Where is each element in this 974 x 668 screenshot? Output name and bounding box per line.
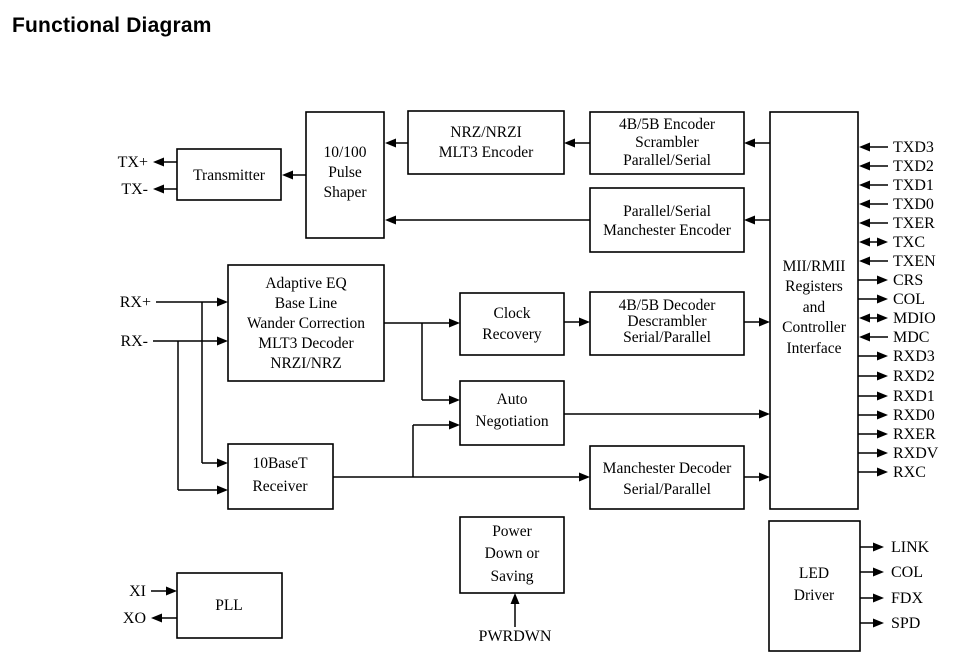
arrow-left-icon	[859, 314, 870, 323]
arrow-left-icon	[859, 143, 870, 152]
svg-text:RXD1: RXD1	[893, 388, 935, 405]
arrow-left-icon	[744, 216, 755, 225]
signal-rx-plus	[120, 294, 228, 468]
svg-text:10BaseT: 10BaseT	[252, 455, 308, 472]
arrow-right-icon	[217, 459, 228, 468]
signal-rx-minus	[120, 333, 228, 495]
svg-text:RXDV: RXDV	[893, 445, 939, 462]
svg-text:TXD2: TXD2	[893, 158, 934, 175]
svg-text:NRZ/NRZI: NRZ/NRZI	[450, 124, 522, 141]
svg-text:RXER: RXER	[893, 426, 936, 443]
pin-txd0	[859, 196, 934, 213]
arrow-left-icon	[859, 162, 870, 171]
pin-link	[860, 539, 930, 556]
svg-text:10/100: 10/100	[323, 144, 367, 161]
pin-rxd3	[858, 348, 935, 365]
svg-text:CRS: CRS	[893, 272, 924, 289]
svg-text:Wander Correction: Wander Correction	[247, 315, 365, 332]
svg-text:Manchester Encoder: Manchester Encoder	[603, 222, 731, 239]
svg-text:LED: LED	[798, 565, 830, 582]
arrow-right-icon	[877, 392, 888, 401]
arrow-right-icon	[873, 568, 884, 577]
pin-spd	[860, 615, 920, 632]
svg-text:TX+: TX+	[117, 154, 148, 171]
svg-text:Recovery: Recovery	[482, 326, 542, 343]
page-title: Functional Diagram	[12, 14, 212, 37]
svg-text:XO: XO	[122, 610, 146, 627]
connector-nrz-encoder-to-pulse-shaper	[385, 139, 408, 148]
nrz-mlt3-encoder-box	[408, 111, 564, 174]
arrow-right-icon	[877, 352, 888, 361]
svg-text:4B/5B Encoder: 4B/5B Encoder	[619, 116, 715, 133]
block-pll	[177, 573, 282, 638]
svg-text:XI: XI	[129, 583, 146, 600]
manchester-decoder-box	[590, 446, 744, 509]
signal-tx-minus	[121, 181, 177, 198]
manchester-encoder-box	[590, 188, 744, 252]
svg-text:Power: Power	[492, 523, 532, 540]
svg-text:RX-: RX-	[120, 333, 148, 350]
arrow-right-icon	[217, 337, 228, 346]
pin-rxd1	[858, 388, 935, 405]
arrow-left-icon	[859, 238, 870, 247]
pin-txd1	[859, 177, 934, 194]
block-10baset-receiver	[228, 444, 333, 509]
svg-text:NRZI/NRZ: NRZI/NRZ	[270, 355, 342, 372]
connector-4b5b-decoder-to-mii	[744, 318, 770, 327]
pin-led-col	[860, 564, 923, 581]
svg-text:TXD1: TXD1	[893, 177, 934, 194]
svg-text:SPD: SPD	[891, 615, 921, 632]
arrow-right-icon	[877, 314, 888, 323]
arrow-right-icon	[449, 421, 460, 430]
pin-rxd0	[858, 407, 935, 424]
svg-text:MDIO: MDIO	[893, 310, 936, 327]
connector-clock-recovery-to-4b5b-decoder	[564, 318, 590, 327]
arrow-right-icon	[873, 543, 884, 552]
svg-text:Parallel/Serial: Parallel/Serial	[623, 203, 711, 220]
arrow-right-icon	[877, 411, 888, 420]
svg-text:Auto: Auto	[496, 391, 528, 408]
svg-text:Base Line: Base Line	[274, 295, 338, 312]
arrow-right-icon	[877, 238, 888, 247]
svg-text:TXD3: TXD3	[893, 139, 934, 156]
block-4b5b-decoder	[590, 292, 744, 355]
led-driver-box	[769, 521, 860, 651]
arrow-right-icon	[877, 430, 888, 439]
arrow-right-icon	[579, 473, 590, 482]
svg-text:MLT3 Encoder: MLT3 Encoder	[438, 144, 534, 161]
arrow-right-icon	[877, 276, 888, 285]
connector-manchester-encoder-to-pulse-shaper	[385, 216, 590, 225]
pin-crs	[858, 272, 923, 289]
arrow-right-icon	[166, 587, 177, 596]
arrow-right-icon	[877, 295, 888, 304]
connector-mii-to-manchester-encoder	[744, 216, 770, 225]
arrow-right-icon	[759, 318, 770, 327]
svg-text:Descrambler: Descrambler	[627, 313, 707, 330]
svg-text:Receiver: Receiver	[252, 478, 308, 495]
svg-text:Registers: Registers	[785, 278, 843, 295]
arrow-right-icon	[217, 298, 228, 307]
signal-tx-plus	[118, 154, 177, 171]
arrow-left-icon	[859, 181, 870, 190]
svg-text:PLL: PLL	[215, 597, 243, 614]
svg-text:RXD3: RXD3	[893, 348, 935, 365]
svg-text:TX-: TX-	[121, 181, 148, 198]
block-led-driver	[769, 521, 860, 651]
svg-text:TXD0: TXD0	[893, 196, 934, 213]
svg-text:Serial/Parallel: Serial/Parallel	[623, 329, 711, 346]
arrow-left-icon	[564, 139, 575, 148]
svg-text:TXC: TXC	[893, 234, 925, 251]
svg-text:RXD2: RXD2	[893, 368, 935, 385]
connector-mii-to-4b5b-encoder	[744, 139, 770, 148]
pin-fdx	[860, 590, 923, 607]
arrow-right-icon	[873, 619, 884, 628]
pin-rxer	[858, 426, 936, 443]
block-manchester-encoder	[590, 188, 744, 252]
svg-text:Scrambler: Scrambler	[635, 134, 699, 151]
arrow-left-icon	[385, 216, 396, 225]
block-mii-interface	[770, 112, 858, 509]
svg-text:TXEN: TXEN	[893, 253, 936, 270]
pin-mdc	[859, 329, 929, 346]
signal-pwrdwn	[479, 593, 552, 645]
connector-auto-negotiation-to-mii	[564, 410, 770, 419]
arrow-left-icon	[859, 200, 870, 209]
svg-text:Down or: Down or	[484, 545, 540, 562]
block-transmitter	[177, 149, 281, 200]
svg-text:RXD0: RXD0	[893, 407, 935, 424]
pin-rxdv	[858, 445, 939, 462]
arrow-right-icon	[449, 396, 460, 405]
arrow-left-icon	[153, 185, 164, 194]
arrow-left-icon	[859, 219, 870, 228]
svg-text:Adaptive EQ: Adaptive EQ	[265, 275, 347, 292]
arrow-left-icon	[859, 257, 870, 266]
connector-4b5b-encoder-to-nrz-encoder	[564, 139, 590, 148]
svg-text:Driver: Driver	[793, 587, 835, 604]
svg-text:Interface: Interface	[786, 340, 842, 357]
svg-text:Saving: Saving	[490, 568, 534, 585]
pin-col	[858, 291, 925, 308]
svg-text:Clock: Clock	[493, 305, 531, 322]
block-auto-negotiation	[460, 381, 564, 445]
connector-pulse-shaper-to-transmitter	[282, 171, 306, 180]
block-manchester-decoder	[590, 446, 744, 509]
pin-txer	[859, 215, 935, 232]
block-pulse-shaper	[306, 112, 384, 238]
arrow-right-icon	[759, 473, 770, 482]
arrow-right-icon	[449, 319, 460, 328]
svg-text:TXER: TXER	[893, 215, 935, 232]
block-4b5b-encoder	[590, 112, 744, 174]
svg-text:Shaper: Shaper	[323, 184, 367, 201]
connector-adaptive-eq-to-clock-recovery	[384, 319, 460, 405]
pin-txd2	[859, 158, 934, 175]
transmitter-label: Transmitter	[193, 167, 265, 184]
pin-rxd2	[858, 368, 935, 385]
arrow-right-icon	[877, 468, 888, 477]
svg-text:Parallel/Serial: Parallel/Serial	[623, 152, 711, 169]
signal-xi	[129, 583, 177, 600]
arrow-right-icon	[579, 318, 590, 327]
arrow-up-icon	[511, 593, 520, 604]
pin-txen	[859, 253, 936, 270]
arrow-left-icon	[151, 614, 162, 623]
arrow-right-icon	[217, 486, 228, 495]
10baset-receiver-box	[228, 444, 333, 509]
signal-xo	[123, 610, 177, 627]
svg-text:COL: COL	[893, 291, 925, 308]
svg-text:FDX: FDX	[891, 590, 924, 607]
svg-text:MDC: MDC	[893, 329, 930, 346]
svg-text:PWRDWN: PWRDWN	[478, 628, 552, 645]
arrow-left-icon	[859, 333, 870, 342]
arrow-left-icon	[282, 171, 293, 180]
svg-text:Manchester Decoder: Manchester Decoder	[602, 460, 732, 477]
arrow-left-icon	[153, 158, 164, 167]
svg-text:RX+: RX+	[119, 294, 151, 311]
svg-text:Serial/Parallel: Serial/Parallel	[623, 481, 711, 498]
block-clock-recovery	[460, 293, 564, 355]
svg-text:4B/5B Decoder: 4B/5B Decoder	[618, 297, 716, 314]
clock-recovery-box	[460, 293, 564, 355]
pin-rxc	[858, 464, 926, 481]
arrow-right-icon	[873, 594, 884, 603]
svg-text:COL: COL	[891, 564, 923, 581]
block-adaptive-eq	[228, 265, 384, 381]
svg-text:Negotiation: Negotiation	[475, 413, 549, 430]
arrow-right-icon	[877, 449, 888, 458]
svg-text:Controller: Controller	[782, 319, 846, 336]
arrow-left-icon	[385, 139, 396, 148]
svg-text:LINK: LINK	[891, 539, 930, 556]
pin-txc	[859, 234, 925, 251]
svg-text:RXC: RXC	[893, 464, 926, 481]
pin-txd3	[859, 139, 934, 156]
connector-manchester-decoder-to-mii	[744, 473, 770, 482]
arrow-right-icon	[877, 372, 888, 381]
arrow-left-icon	[744, 139, 755, 148]
pin-mdio	[859, 310, 936, 327]
svg-text:and: and	[802, 299, 826, 316]
block-power-down	[460, 517, 564, 593]
svg-text:MLT3 Decoder: MLT3 Decoder	[258, 335, 354, 352]
block-nrz-mlt3-encoder	[408, 111, 564, 174]
svg-text:Pulse: Pulse	[328, 164, 362, 181]
svg-text:MII/RMII: MII/RMII	[782, 258, 846, 275]
arrow-right-icon	[759, 410, 770, 419]
